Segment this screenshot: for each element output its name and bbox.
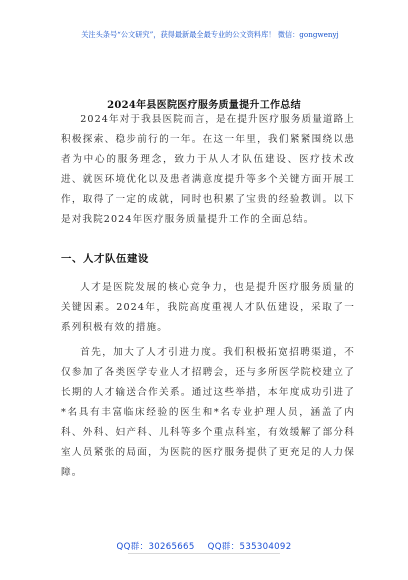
intro-paragraph: 2024年对于我县医院而言，是在提升医疗服务质量道路上积极探索、稳步前行的一年。在这一年里，我们紧紧围绕以患者为中心的服务理念，致力于从人才队伍建设、医疗技术改进、就医环境优化以及患者满意度提升等多个关键方面开展工作，取得了一定的成就，同时也积累了宝贵的经验教训。以下是对我院2024年医疗服务质量提升工作的全面总结。 [61,114,355,225]
footer-divider [128,553,280,554]
header-note: 关注头条号“公文研究”，获得最新最全最专业的公文资料库！ 微信：gongwenyj [81,30,339,39]
section-paragraph-1: 人才是医院发展的核心竞争力，也是提升医疗服务质量的关键因素。2024年，我院高度重视人才队伍建设，采取了一系列积极有效的措施。 [61,282,355,333]
section-paragraph-2: 首先，加大了人才引进力度。我们积极拓宽招聘渠道，不仅参加了各类医学专业人才招聘会，还与多所医学院校建立了长期的人才输送合作关系。通过这些举措，本年度成功引进了*名具有丰富临床经验的医生和*名专业护理人员，涵盖了内科、外科、妇产科、儿科等多个重点科室，有效缓解了部分科室人员紧张的局面，为医院的医疗服务提供了更充足的人力保障。 [61,347,355,478]
document-title: 2024年县医院医疗服务质量提升工作总结 [107,100,301,111]
footer-qq-group-2: QQ群：535304092 [207,542,292,552]
footer-contacts [0,540,408,552]
section-heading: 一、人才队伍建设 [61,253,149,265]
footer-qq-group-1: QQ群：30265665 [116,542,195,552]
